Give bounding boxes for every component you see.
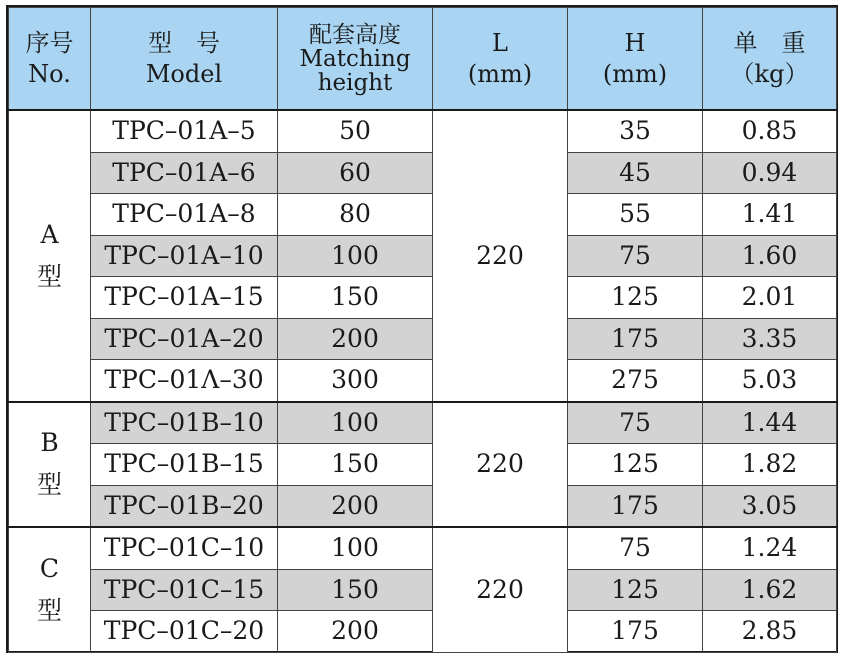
height-cell: 300 <box>278 360 433 402</box>
h-cell: 55 <box>568 194 703 236</box>
model-cell: TPC–01C–10 <box>91 527 278 569</box>
height-cell: 200 <box>278 485 433 527</box>
h-cell: 275 <box>568 360 703 402</box>
model-cell: TPC–01A–15 <box>91 277 278 319</box>
table-body <box>9 110 837 652</box>
model-cell: TPC–01A–6 <box>91 152 278 194</box>
table-row <box>9 235 837 277</box>
h-cell: 75 <box>568 527 703 569</box>
header-no: 序号 No. <box>9 8 91 111</box>
header-row <box>9 8 837 111</box>
h-cell: 75 <box>568 402 703 444</box>
header-h: H (mm) <box>568 8 703 111</box>
model-cell: TPC–01B–20 <box>91 485 278 527</box>
h-cell: 125 <box>568 569 703 611</box>
height-cell: 200 <box>278 611 433 653</box>
spec-table <box>8 7 837 653</box>
header-weight: 单 重 （kg） <box>703 8 837 111</box>
weight-cell: 0.94 <box>703 152 837 194</box>
weight-cell: 5.03 <box>703 360 837 402</box>
weight-cell: 0.85 <box>703 110 837 152</box>
h-cell: 125 <box>568 277 703 319</box>
model-cell: TPC–01A–20 <box>91 318 278 360</box>
h-cell: 75 <box>568 235 703 277</box>
table-row <box>9 611 837 653</box>
table-row <box>9 527 837 569</box>
model-cell: TPC–01A–8 <box>91 194 278 236</box>
h-cell: 35 <box>568 110 703 152</box>
weight-cell: 2.85 <box>703 611 837 653</box>
height-cell: 100 <box>278 527 433 569</box>
table-row <box>9 110 837 152</box>
weight-cell: 1.60 <box>703 235 837 277</box>
h-cell: 125 <box>568 444 703 486</box>
header-model: 型 号 Model <box>91 8 278 111</box>
model-cell: TPC–01C–20 <box>91 611 278 653</box>
weight-cell: 1.24 <box>703 527 837 569</box>
weight-cell: 3.05 <box>703 485 837 527</box>
model-cell: TPC–01A–10 <box>91 235 278 277</box>
table-row <box>9 485 837 527</box>
group-c-label: C 型 <box>9 527 91 652</box>
table-row <box>9 402 837 444</box>
h-cell: 175 <box>568 485 703 527</box>
weight-cell: 1.82 <box>703 444 837 486</box>
weight-cell: 1.41 <box>703 194 837 236</box>
header-matching-height: 配套高度 Matching height <box>278 8 433 111</box>
height-cell: 60 <box>278 152 433 194</box>
spec-table-frame <box>6 5 838 653</box>
model-cell: TPC–01B–10 <box>91 402 278 444</box>
height-cell: 100 <box>278 402 433 444</box>
table-row <box>9 569 837 611</box>
table-row <box>9 152 837 194</box>
model-cell: TPC–01C–15 <box>91 569 278 611</box>
group-b-l-cell: 220 <box>433 402 568 528</box>
height-cell: 80 <box>278 194 433 236</box>
height-cell: 100 <box>278 235 433 277</box>
weight-cell: 2.01 <box>703 277 837 319</box>
table-row <box>9 277 837 319</box>
height-cell: 150 <box>278 444 433 486</box>
table-row <box>9 318 837 360</box>
height-cell: 150 <box>278 569 433 611</box>
table-row <box>9 360 837 402</box>
h-cell: 45 <box>568 152 703 194</box>
model-cell: TPC–01A–5 <box>91 110 278 152</box>
model-cell: TPC–01B–15 <box>91 444 278 486</box>
height-cell: 150 <box>278 277 433 319</box>
h-cell: 175 <box>568 611 703 653</box>
weight-cell: 1.44 <box>703 402 837 444</box>
table-row <box>9 444 837 486</box>
height-cell: 50 <box>278 110 433 152</box>
h-cell: 175 <box>568 318 703 360</box>
model-cell: TPC–01Λ–30 <box>91 360 278 402</box>
weight-cell: 3.35 <box>703 318 837 360</box>
height-cell: 200 <box>278 318 433 360</box>
group-a-l-cell: 220 <box>433 110 568 402</box>
header-l: L (mm) <box>433 8 568 111</box>
table-row <box>9 194 837 236</box>
group-c-l-cell: 220 <box>433 527 568 652</box>
group-a-label: A 型 <box>9 110 91 402</box>
group-b-label: B 型 <box>9 402 91 528</box>
weight-cell: 1.62 <box>703 569 837 611</box>
